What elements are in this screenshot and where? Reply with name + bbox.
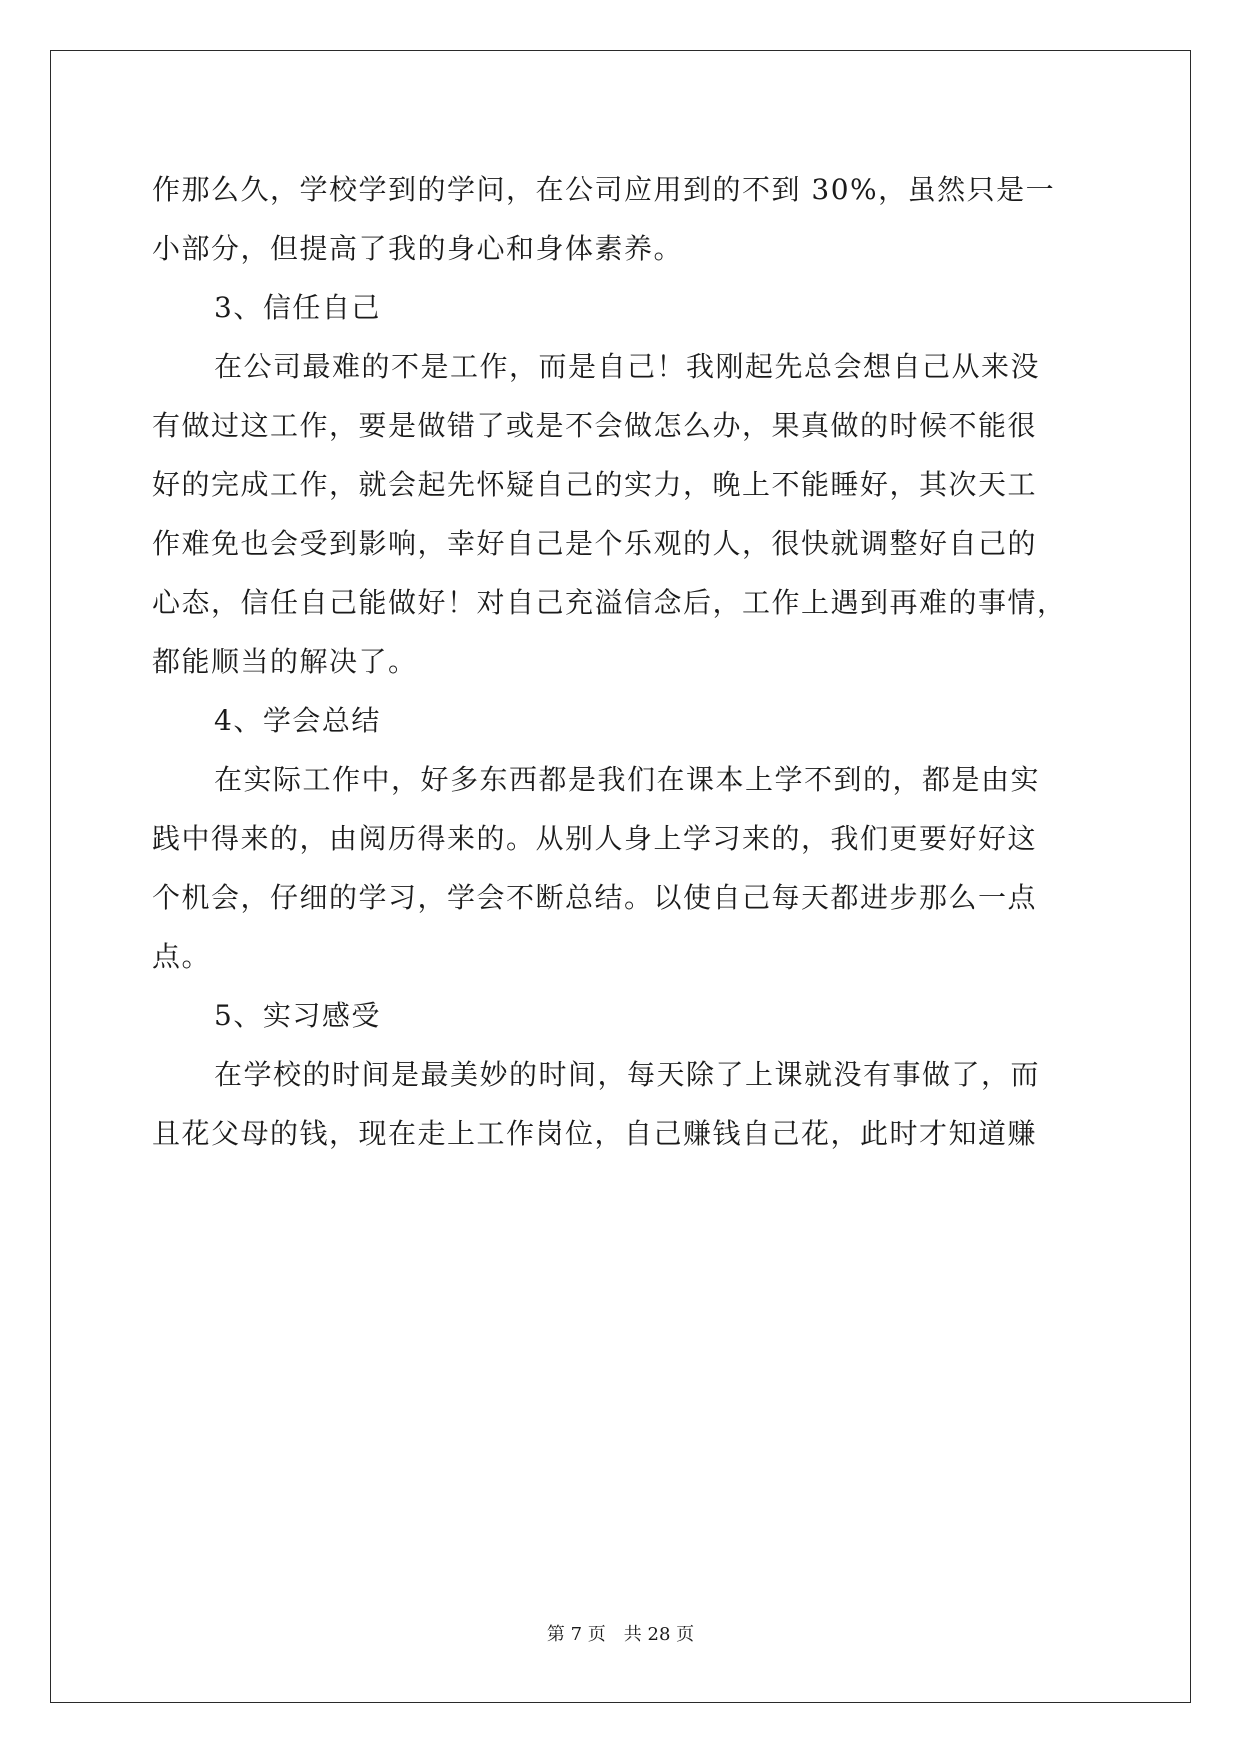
paragraph-start: 在公司最难的不是工作，而是自己！我刚起先总会想自己从来没: [214, 350, 1041, 383]
text-line: 个机会，仔细的学习，学会不断总结。以使自己每天都进步那么一点: [152, 881, 1038, 914]
text-line: 且花父母的钱，现在走上工作岗位，自己赚钱自己花，此时才知道赚: [152, 1117, 1038, 1150]
text-line: 都能顺当的解决了。: [152, 645, 418, 678]
paragraph-start: 在学校的时间是最美妙的时间，每天除了上课就没有事做了，而: [214, 1058, 1041, 1091]
page-number: 第 7 页: [546, 1624, 606, 1645]
text-line: 好的完成工作，就会起先怀疑自己的实力，晚上不能睡好，其次天工: [152, 468, 1038, 501]
document-body: [152, 160, 1092, 1163]
text-line: 小部分，但提高了我的身心和身体素养。: [152, 232, 684, 265]
text-line: 点。: [152, 940, 212, 973]
text-line: 作那么久，学校学到的学问，在公司应用到的不到 30%，虽然只是一: [152, 173, 1056, 206]
section-heading: 4、学会总结: [214, 704, 381, 737]
text-line: 心态，信任自己能做好！对自己充溢信念后，工作上遇到再难的事情，: [152, 586, 1067, 619]
section-heading: 5、实习感受: [214, 999, 381, 1032]
section-heading: 3、信任自己: [214, 291, 381, 324]
text-line: 作难免也会受到影响，幸好自己是个乐观的人，很快就调整好自己的: [152, 527, 1038, 560]
text-line: 践中得来的，由阅历得来的。从别人身上学习来的，我们更要好好这: [152, 822, 1038, 855]
text-line: 有做过这工作，要是做错了或是不会做怎么办，果真做的时候不能很: [152, 409, 1038, 442]
paragraph-start: 在实际工作中，好多东西都是我们在课本上学不到的，都是由实: [214, 763, 1041, 796]
page-total: 共 28 页: [623, 1624, 695, 1645]
page-footer: [0, 1620, 1241, 1646]
